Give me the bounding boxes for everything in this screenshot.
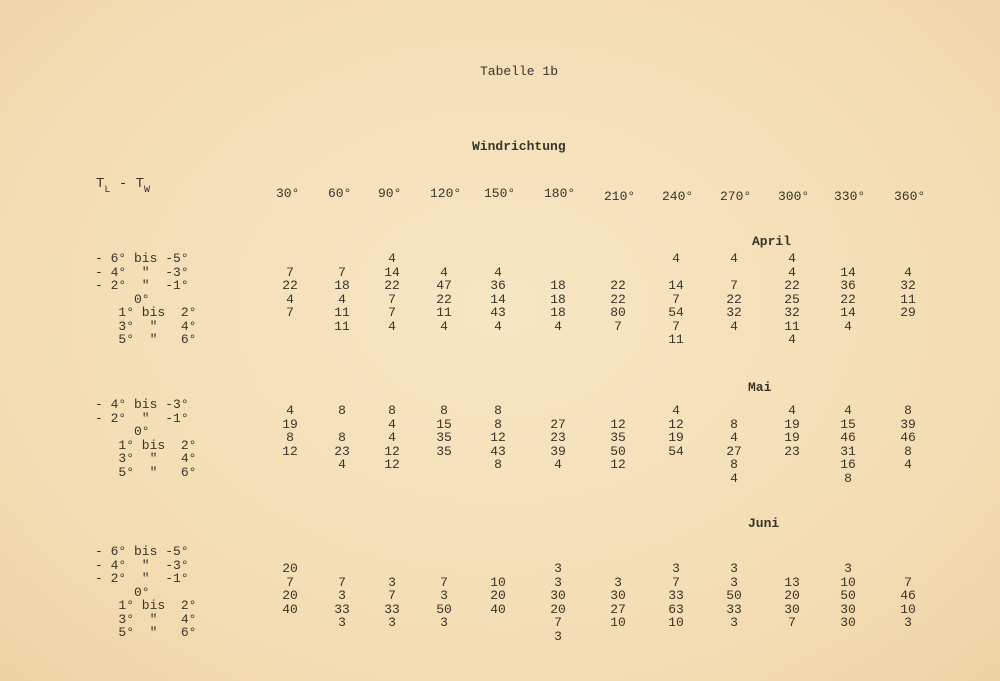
row-label: 3° " 4° (95, 451, 197, 466)
table-cell: 4 (494, 264, 502, 280)
table-cell: 7 (286, 305, 294, 320)
table-cell: 19 (668, 430, 684, 445)
table-cell: 4 (904, 457, 912, 472)
table-cell: 7 (672, 318, 680, 334)
table-cell: 32 (784, 305, 800, 320)
column-header: 90° (378, 186, 402, 201)
table-cell: 7 (788, 615, 796, 630)
table-cell: 7 (388, 291, 396, 307)
table-cell: 12 (668, 416, 684, 432)
table-cell: 35 (436, 443, 452, 459)
row-label: 0° (95, 424, 150, 439)
table-cell: 4 (338, 291, 346, 307)
table-cell: 39 (550, 443, 566, 459)
table-cell: 35 (436, 430, 452, 445)
table-cell: 4 (730, 318, 738, 334)
table-cell: 12 (490, 430, 506, 445)
table-cell: 4 (440, 318, 448, 334)
table-cell: 36 (840, 278, 856, 293)
table-cell: 7 (904, 574, 912, 590)
table-cell: 40 (490, 601, 506, 617)
row-label: - 4° " -3° (95, 264, 189, 280)
column-header: 180° (544, 186, 576, 201)
table-cell: 50 (840, 588, 856, 603)
table-cell: 3 (730, 561, 738, 576)
row-header-tl-tw: $T_L - T_W$ (96, 176, 151, 196)
table-cell: 30 (840, 601, 856, 617)
table-cell: 4 (672, 403, 680, 418)
row-label: 5° " 6° (95, 332, 197, 347)
table-cell: 4 (388, 251, 396, 266)
table-cell: 22 (436, 291, 452, 307)
table-cell: 54 (668, 443, 684, 459)
month-label: April (752, 234, 792, 249)
table-cell: 54 (668, 305, 684, 320)
table-cell: 40 (282, 601, 298, 617)
table-cell: 12 (384, 443, 400, 459)
table-cell: 20 (490, 588, 506, 603)
row-label: 3° " 4° (95, 611, 197, 627)
table-cell: 23 (784, 443, 800, 459)
column-header: 150° (484, 186, 516, 201)
table-cell: 4 (730, 251, 738, 266)
table-cell: 7 (286, 264, 294, 280)
table-cell: 19 (784, 430, 800, 445)
table-cell: 8 (904, 443, 912, 459)
row-label: - 2° " -1° (95, 410, 189, 426)
table-cell: 50 (436, 601, 452, 617)
table-cell: 22 (784, 278, 800, 293)
table-cell: 50 (726, 588, 742, 603)
table-cell: 11 (334, 318, 350, 334)
table-cell: 20 (784, 588, 800, 603)
table-cell: 15 (436, 416, 452, 432)
table-cell: 32 (900, 278, 916, 293)
table-cell: 4 (672, 251, 680, 266)
table-cell: 18 (550, 305, 566, 320)
table-cell: 8 (494, 457, 502, 472)
table-cell: 12 (384, 457, 400, 472)
table-cell: 12 (610, 416, 626, 432)
table-cell: 14 (668, 278, 684, 293)
table-cell: 4 (338, 457, 346, 472)
table-cell: 8 (388, 403, 396, 418)
table-cell: 29 (900, 305, 916, 320)
table-cell: 19 (282, 416, 298, 432)
table-cell: 33 (726, 601, 742, 617)
table-cell: 7 (672, 574, 680, 590)
table-cell: 4 (494, 318, 502, 334)
table-cell: 22 (840, 291, 856, 307)
table-cell: 8 (730, 457, 738, 472)
month-label: Juni (748, 516, 780, 531)
table-cell: 25 (784, 291, 800, 307)
row-label: 0° (95, 291, 150, 307)
table-cell: 7 (554, 615, 562, 630)
table-cell: 7 (614, 318, 622, 334)
table-cell: 33 (384, 601, 400, 617)
table-cell: 18 (334, 278, 350, 293)
table-cell: 3 (388, 574, 396, 590)
table-cell: 10 (900, 601, 916, 617)
column-header: 240° (662, 189, 694, 204)
table-cell: 10 (610, 615, 626, 630)
table-cell: 3 (338, 588, 346, 603)
table-cell: 35 (610, 430, 626, 445)
month-label: Mai (748, 380, 772, 395)
column-header: 330° (834, 189, 866, 204)
table-cell: 8 (494, 416, 502, 432)
table-cell: 50 (610, 443, 626, 459)
table-cell: 46 (900, 430, 916, 445)
table-cell: 4 (730, 470, 738, 486)
table-cell: 7 (730, 278, 738, 293)
table-title: Tabelle 1b (480, 64, 559, 79)
table-cell: 14 (490, 291, 506, 307)
table-cell: 4 (788, 264, 796, 280)
table-cell: 12 (282, 443, 298, 459)
table-cell: 7 (440, 574, 448, 590)
table-cell: 14 (384, 264, 400, 280)
table-cell: 19 (784, 416, 800, 432)
table-cell: 7 (388, 588, 396, 603)
table-cell: 80 (610, 305, 626, 320)
table-cell: 4 (788, 332, 796, 347)
table-cell: 30 (840, 615, 856, 630)
table-cell: 46 (900, 588, 916, 603)
table-cell: 11 (900, 291, 916, 307)
table-cell: 39 (900, 416, 916, 432)
table-cell: 32 (726, 305, 742, 320)
column-header: 210° (604, 189, 636, 204)
table-cell: 14 (840, 305, 856, 320)
table-cell: 18 (550, 291, 566, 307)
table-cell: 4 (286, 291, 294, 307)
row-label: - 4° bis -3° (95, 397, 189, 412)
table-cell: 22 (610, 278, 626, 293)
table-cell: 12 (610, 457, 626, 472)
table-cell: 8 (338, 430, 346, 445)
row-label: 5° " 6° (95, 625, 197, 640)
table-cell: 27 (610, 601, 626, 617)
table-cell: 22 (610, 291, 626, 307)
table-cell: 4 (388, 318, 396, 334)
table-cell: 10 (490, 574, 506, 590)
table-cell: 3 (844, 561, 852, 576)
row-label: - 2° " -1° (95, 571, 189, 586)
table-cell: 7 (388, 305, 396, 320)
table-cell: 3 (554, 574, 562, 590)
table-cell: 11 (334, 305, 350, 320)
table-cell: 27 (726, 443, 742, 459)
table-cell: 30 (610, 588, 626, 603)
column-header: 120° (430, 186, 462, 201)
row-label: - 6° bis -5° (95, 251, 189, 266)
table-cell: 3 (730, 615, 738, 630)
wind-direction-heading: Windrichtung (472, 139, 566, 154)
table-cell: 4 (730, 430, 738, 445)
table-cell: 10 (840, 574, 856, 590)
table-cell: 27 (550, 416, 566, 432)
table-cell: 4 (788, 251, 796, 266)
table-cell: 11 (668, 332, 684, 347)
table-cell: 30 (784, 601, 800, 617)
table-cell: 7 (338, 264, 346, 280)
table-cell: 30 (550, 588, 566, 603)
table-cell: 4 (388, 430, 396, 445)
table-cell: 22 (384, 278, 400, 293)
row-label: 1° bis 2° (95, 305, 197, 320)
table-cell: 23 (550, 430, 566, 445)
row-label: 5° " 6° (95, 464, 197, 480)
table-cell: 22 (726, 291, 742, 307)
table-cell: 8 (844, 470, 852, 486)
column-header: 270° (720, 189, 752, 204)
table-cell: 43 (490, 443, 506, 459)
row-label: 3° " 4° (95, 318, 197, 334)
table-cell: 4 (844, 403, 852, 418)
table-cell: 20 (282, 561, 298, 576)
table-cell: 3 (904, 615, 912, 630)
table-cell: 8 (730, 416, 738, 432)
row-label: - 2° " -1° (95, 278, 189, 293)
table-cell: 3 (554, 561, 562, 576)
table-cell: 4 (554, 457, 562, 472)
table-cell: 7 (672, 291, 680, 307)
table-cell: 31 (840, 443, 856, 459)
table-cell: 8 (338, 403, 346, 418)
column-header: 30° (276, 186, 300, 201)
column-header: 360° (894, 189, 926, 204)
table-cell: 3 (672, 561, 680, 576)
table-cell: 4 (844, 318, 852, 334)
table-cell: 4 (388, 416, 396, 432)
column-header: 300° (778, 189, 810, 204)
table-cell: 8 (904, 403, 912, 418)
table-cell: 14 (840, 264, 856, 280)
row-label: 1° bis 2° (95, 598, 197, 613)
row-label: 1° bis 2° (95, 437, 197, 453)
table-cell: 63 (668, 601, 684, 617)
table-cell: 4 (440, 264, 448, 280)
table-cell: 7 (286, 574, 294, 590)
table-cell: 8 (286, 430, 294, 445)
table-cell: 4 (904, 264, 912, 280)
table-cell: 33 (668, 588, 684, 603)
table-cell: 3 (554, 628, 562, 644)
table-cell: 22 (282, 278, 298, 293)
table-cell: 20 (282, 588, 298, 603)
table-cell: 47 (436, 278, 452, 293)
table-cell: 3 (338, 615, 346, 630)
table-cell: 3 (440, 588, 448, 603)
table-cell: 11 (436, 305, 452, 320)
table-cell: 11 (784, 318, 800, 334)
table-cell: 8 (494, 403, 502, 418)
table-cell: 16 (840, 457, 856, 472)
column-header: 60° (328, 186, 352, 201)
table-cell: 36 (490, 278, 506, 293)
table-cell: 13 (784, 574, 800, 590)
table-cell: 8 (440, 403, 448, 418)
table-cell: 4 (554, 318, 562, 334)
table-cell: 3 (440, 615, 448, 630)
table-cell: 23 (334, 443, 350, 459)
row-label: - 4° " -3° (95, 557, 189, 573)
row-label: - 6° bis -5° (95, 544, 189, 559)
table-cell: 3 (614, 574, 622, 590)
table-cell: 10 (668, 615, 684, 630)
table-cell: 20 (550, 601, 566, 617)
table-cell: 3 (388, 615, 396, 630)
table-cell: 46 (840, 430, 856, 445)
table-cell: 7 (338, 574, 346, 590)
table-cell: 18 (550, 278, 566, 293)
table-cell: 15 (840, 416, 856, 432)
table-cell: 3 (730, 574, 738, 590)
table-cell: 4 (788, 403, 796, 418)
table-cell: 43 (490, 305, 506, 320)
table-cell: 33 (334, 601, 350, 617)
row-label: 0° (95, 584, 150, 600)
table-cell: 4 (286, 403, 294, 418)
